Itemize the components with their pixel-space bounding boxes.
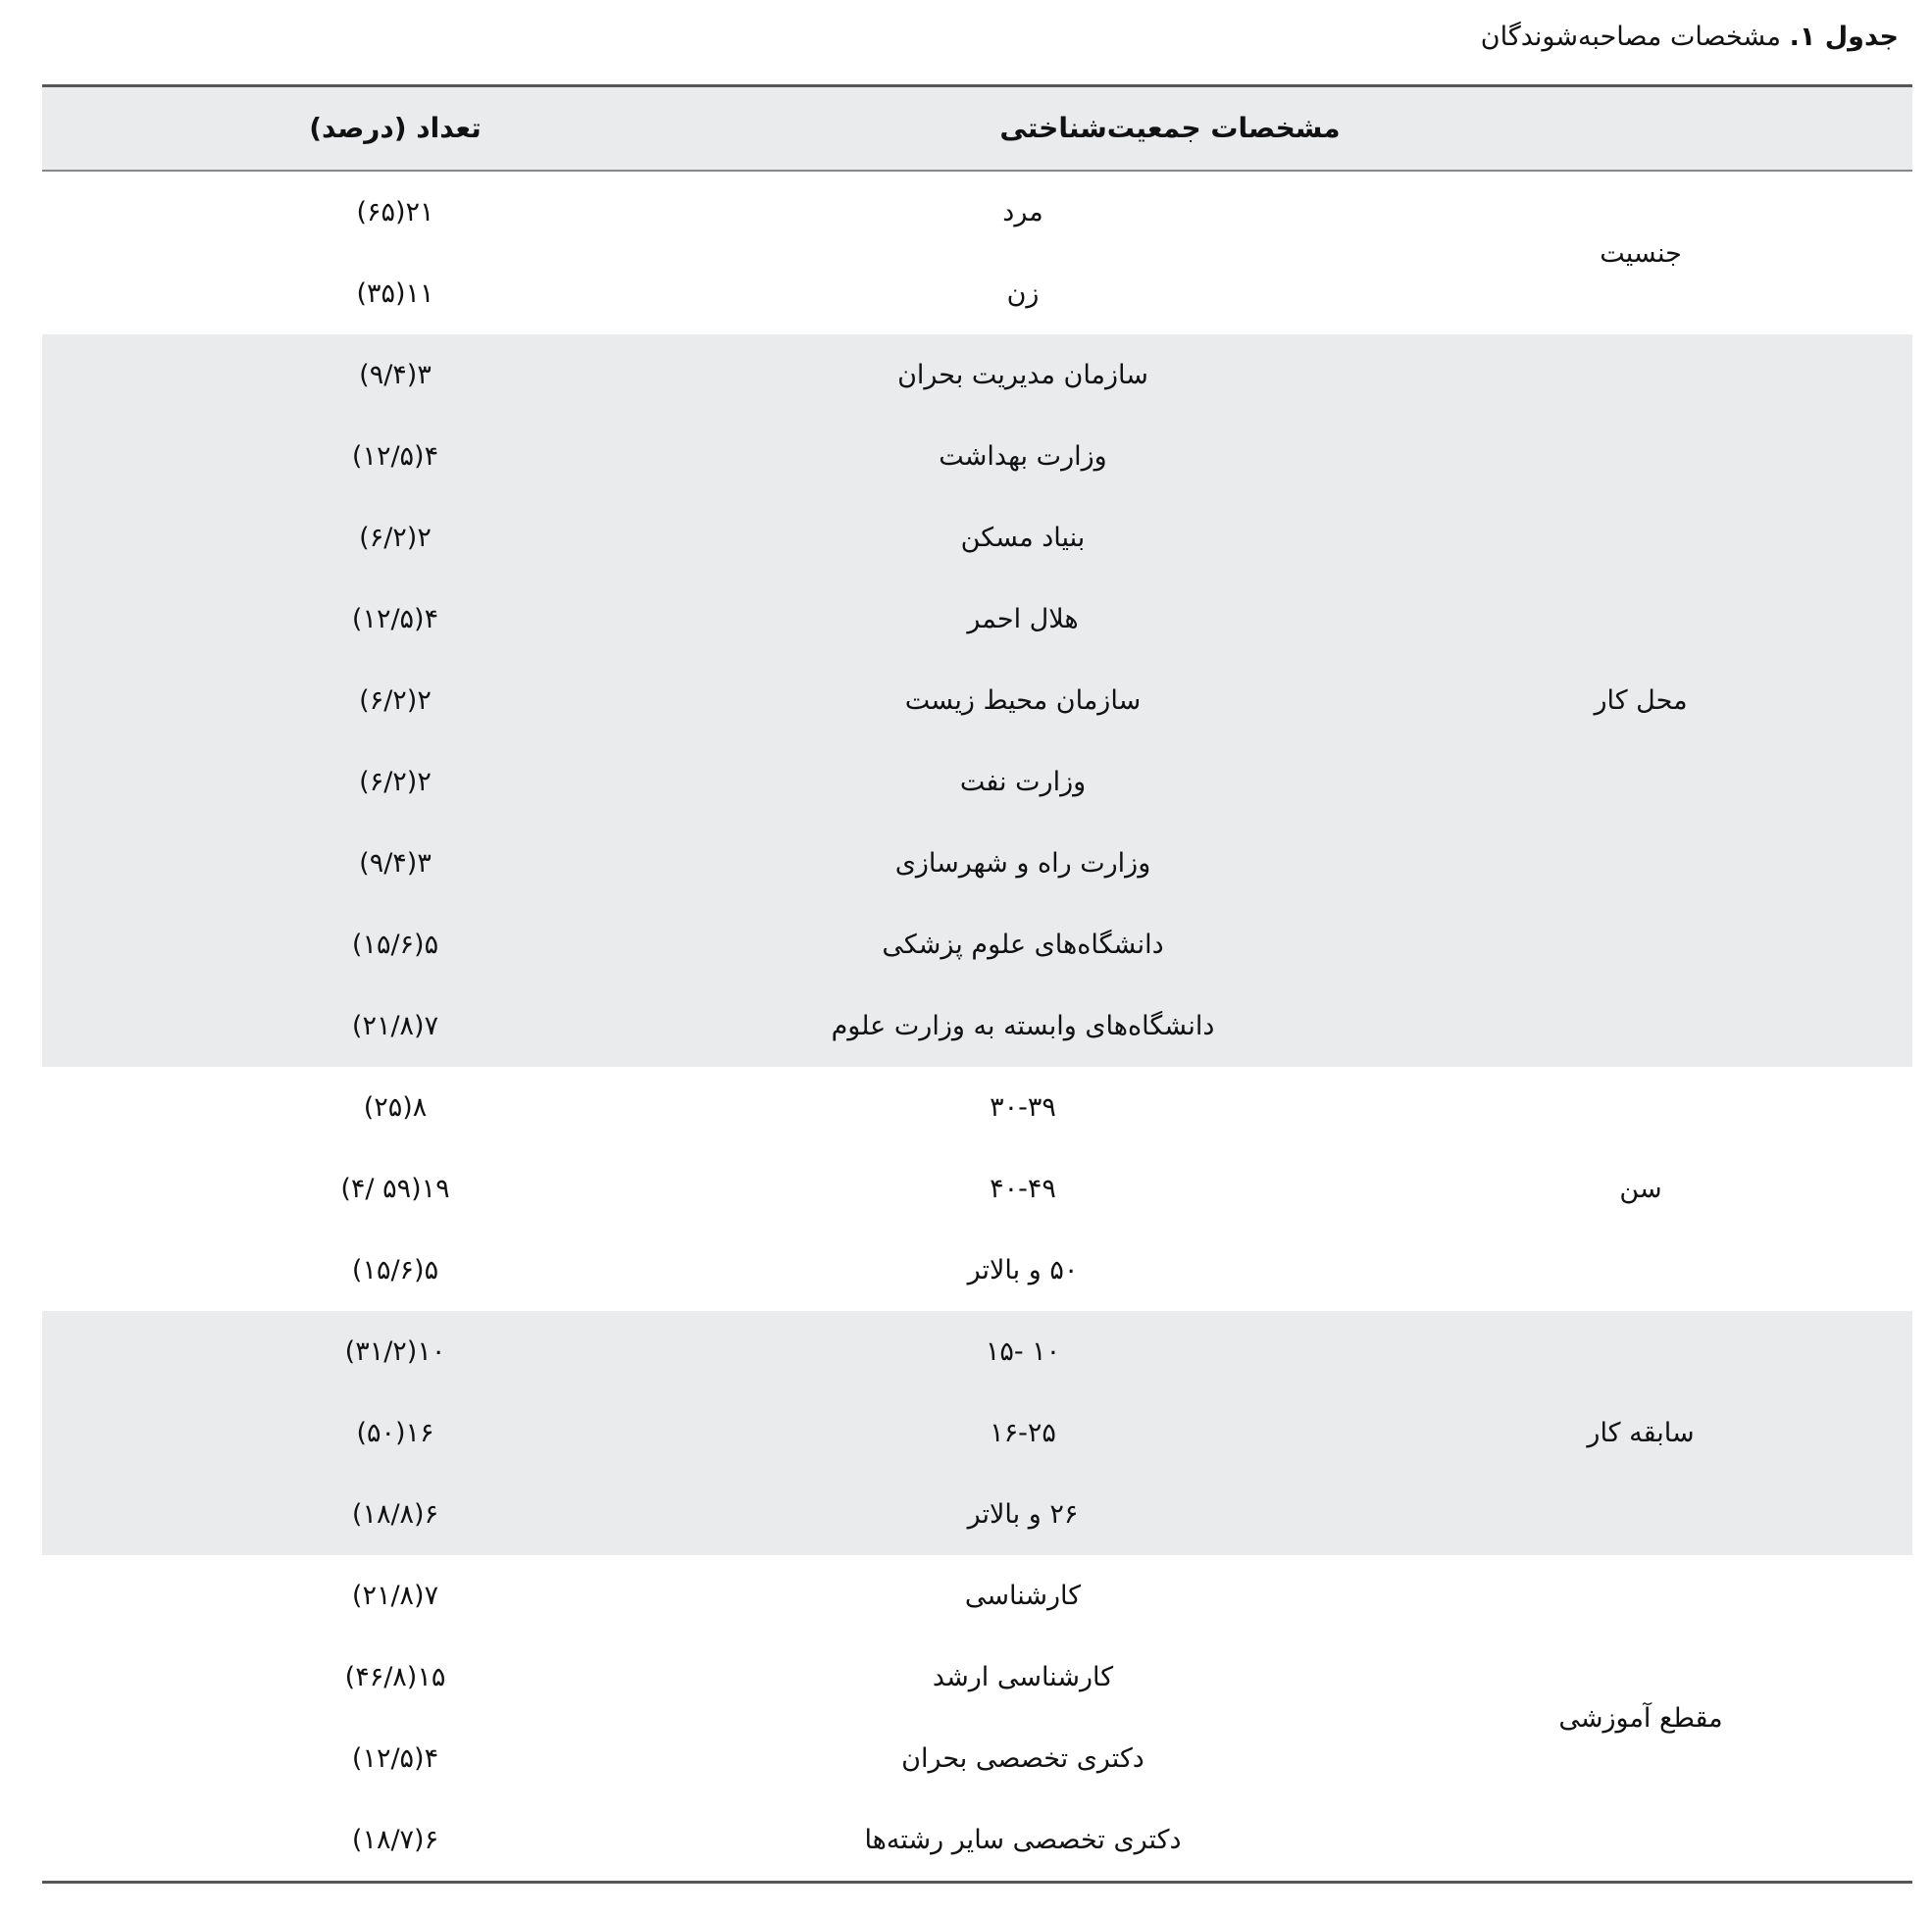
table-bottom-rule (42, 1881, 1912, 1884)
row-category: وزارت بهداشت (939, 441, 1107, 472)
row-value: ۴(۱۲/۵) (351, 604, 439, 634)
table-header (42, 87, 1912, 172)
row-value: ۴(۱۲/۵) (351, 441, 439, 472)
row-category: ۵۰ و بالاتر (967, 1255, 1079, 1285)
group-label: جنسیت (1600, 237, 1682, 269)
table-row (42, 660, 1912, 741)
row-category: بنیاد مسکن (960, 523, 1086, 553)
group-label: محل کار (1594, 685, 1688, 716)
row-value: ۴(۱۲/۵) (351, 1743, 439, 1774)
table-group (42, 172, 1912, 334)
row-category: وزارت نفت (959, 767, 1087, 797)
row-category: دانشگاه‌های علوم پزشکی (882, 930, 1164, 960)
row-category: زن (1006, 278, 1040, 309)
row-value: ۱۹(۵۹ /۴) (340, 1174, 450, 1204)
row-category: دکتری تخصصی سایر رشته‌ها (864, 1825, 1182, 1855)
table-row (42, 823, 1912, 904)
row-category: هلال احمر (967, 604, 1079, 634)
row-value: ۶(۱۸/۷) (351, 1825, 439, 1855)
table-row (42, 985, 1912, 1067)
row-value: ۱۰(۳۱/۲) (344, 1336, 446, 1367)
table-row (42, 497, 1912, 579)
row-value: ۷(۲۱/۸) (351, 1581, 439, 1611)
row-category: سازمان مدیریت بحران (897, 360, 1148, 390)
row-value: ۳(۹/۴) (359, 848, 432, 879)
row-value: ۲(۶/۲) (359, 767, 432, 797)
table-row (42, 1392, 1912, 1474)
row-value: ۸(۲۵) (363, 1092, 428, 1123)
row-value: ۲(۶/۲) (359, 523, 432, 553)
table-row (42, 1637, 1912, 1718)
row-category: ۲۶ و بالاتر (967, 1499, 1079, 1530)
row-value: ۲(۶/۲) (359, 685, 432, 716)
table-group (42, 1067, 1912, 1311)
table-caption (1481, 14, 1899, 61)
table-row (42, 579, 1912, 660)
table-row (42, 416, 1912, 497)
table-group (42, 1311, 1912, 1555)
row-category: مرد (1002, 197, 1043, 227)
row-category: ۱۶-۲۵ (990, 1418, 1056, 1448)
row-value: ۷(۲۱/۸) (351, 1011, 439, 1041)
row-value: ۱۵(۴۶/۸) (344, 1662, 446, 1692)
row-category: سازمان محیط زیست (904, 685, 1142, 716)
row-category: دانشگاه‌های وابسته به وزارت علوم (831, 1011, 1215, 1041)
table-row (42, 741, 1912, 823)
table-row (42, 1311, 1912, 1392)
table-row (42, 1799, 1912, 1881)
table-group (42, 1555, 1912, 1881)
row-value: ۵(۱۵/۶) (351, 1255, 439, 1285)
table-row (42, 253, 1912, 334)
demographics-table (42, 84, 1912, 1884)
table-row (42, 172, 1912, 253)
row-category: ۱۰ -۱۵ (985, 1336, 1061, 1367)
row-category: کارشناسی (964, 1581, 1082, 1611)
table-row (42, 334, 1912, 416)
row-category: وزارت راه و شهرسازی (894, 848, 1151, 879)
table-row (42, 1474, 1912, 1555)
group-label: سابقه کار (1587, 1418, 1695, 1448)
row-category: دکتری تخصصی بحران (901, 1743, 1144, 1774)
row-category: کارشناسی ارشد (932, 1662, 1114, 1692)
table-group (42, 334, 1912, 1067)
header-count: تعداد (درصد) (309, 112, 482, 144)
table-row (42, 1718, 1912, 1799)
table-row (42, 904, 1912, 985)
table-body (42, 172, 1912, 1881)
row-value: ۱۱(۳۵) (356, 278, 434, 309)
header-characteristics: مشخصات جمعیت‌شناختی (999, 112, 1341, 144)
group-label: مقطع آموزشی (1558, 1702, 1723, 1734)
table-row (42, 1230, 1912, 1311)
row-value: ۱۶(۵۰) (356, 1418, 434, 1448)
row-value: ۶(۱۸/۸) (351, 1499, 439, 1530)
row-category: ۴۰-۴۹ (990, 1174, 1056, 1204)
table-row (42, 1148, 1912, 1230)
table-row (42, 1555, 1912, 1637)
group-label: سن (1619, 1174, 1662, 1204)
row-value: ۲۱(۶۵) (356, 197, 434, 227)
row-value: ۳(۹/۴) (359, 360, 432, 390)
caption-label: جدول ۱. (1789, 22, 1899, 52)
row-category: ۳۰-۳۹ (990, 1092, 1056, 1123)
caption-text: مشخصات مصاحبه‌شوندگان (1480, 22, 1781, 52)
table-row (42, 1067, 1912, 1148)
row-value: ۵(۱۵/۶) (351, 930, 439, 960)
